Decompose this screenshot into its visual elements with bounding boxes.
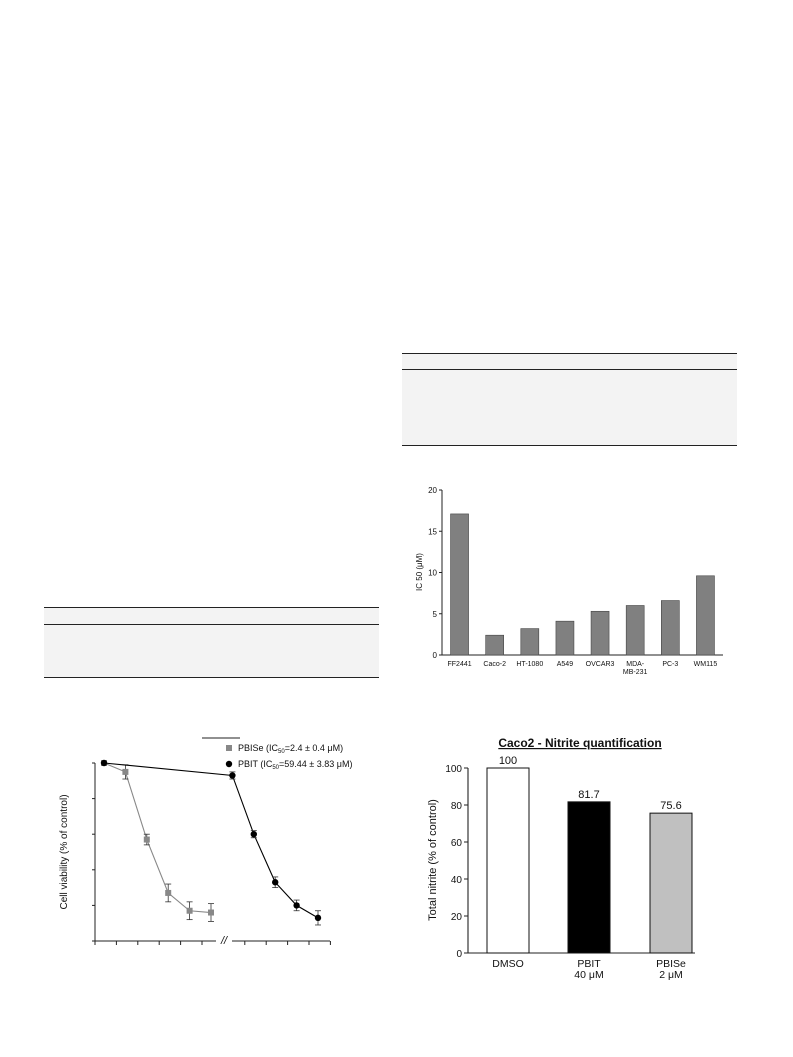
ic50-y-tick-label: 10 <box>428 568 437 578</box>
nitrite-y-tick-label: 20 <box>450 912 462 923</box>
nitrite-ylabel: Total nitrite (% of control) <box>427 799 439 921</box>
ic50-x-tick-label: OVCAR3 <box>585 661 615 668</box>
ic50-ylabel: IC 50 (μM) <box>415 553 424 591</box>
nitrite-value-label: 75.6 <box>660 800 682 813</box>
ic50-y-tick-label: 5 <box>432 609 437 619</box>
nitrite-title: Caco2 - Nitrite quantification <box>498 736 662 750</box>
nitrite-y-tick-label: 100 <box>445 764 462 775</box>
legend-label-subscript: 50 <box>272 765 280 771</box>
nitrite-x-tick-label: 2 μM <box>659 969 683 981</box>
viability-ylabel: Cell viability (% of control) <box>59 794 70 910</box>
ic50-y-tick-label: 20 <box>428 486 437 495</box>
ic50-x-tick-label: HT-1080 <box>516 661 544 668</box>
legend-label-subscript: 50 <box>278 749 285 755</box>
ic50-x-tick-label: MB-231 <box>622 669 648 676</box>
nitrite-x-tick-label: 40 μM <box>574 969 604 981</box>
legend-label-main: PBISe (IC <box>238 743 279 753</box>
ic50-x-tick-label: FF2441 <box>447 661 472 668</box>
nitrite-value-label: 81.7 <box>578 788 600 801</box>
ic50-y-tick-label: 15 <box>428 527 437 537</box>
nitrite-y-tick-label: 80 <box>450 801 462 812</box>
axis-break-mark: // <box>220 935 228 947</box>
nitrite-x-tick-label: PBIT <box>577 958 601 970</box>
nitrite-bar-pbit <box>568 802 610 953</box>
legend-label-rest: =2.4 ± 0.4 μM) <box>284 743 344 753</box>
ic50-x-tick-label: PC-3 <box>662 661 679 668</box>
nitrite-y-tick-label: 60 <box>450 838 462 849</box>
nitrite-x-tick-label: PBISe <box>656 958 686 970</box>
nitrite-y-tick-label: 0 <box>456 949 462 960</box>
ic50-x-tick-label: A549 <box>556 661 574 668</box>
nitrite-x-tick-label: DMSO <box>492 958 524 970</box>
nitrite-bar-dmso <box>487 768 529 953</box>
legend-label-rest: =59.44 ± 3.83 μM) <box>279 759 353 769</box>
ic50-x-tick-label: Caco-2 <box>483 661 506 668</box>
ic50-y-tick-label: 0 <box>432 651 437 660</box>
nitrite-value-label: 100 <box>498 755 518 767</box>
legend-label-main: PBIT (IC <box>238 759 273 769</box>
nitrite-y-tick-label: 40 <box>450 875 462 886</box>
ic50-x-tick-label: MDA- <box>626 661 645 668</box>
nitrite-bar-pbise <box>650 813 692 953</box>
ic50-x-tick-label: WM115 <box>693 661 718 668</box>
